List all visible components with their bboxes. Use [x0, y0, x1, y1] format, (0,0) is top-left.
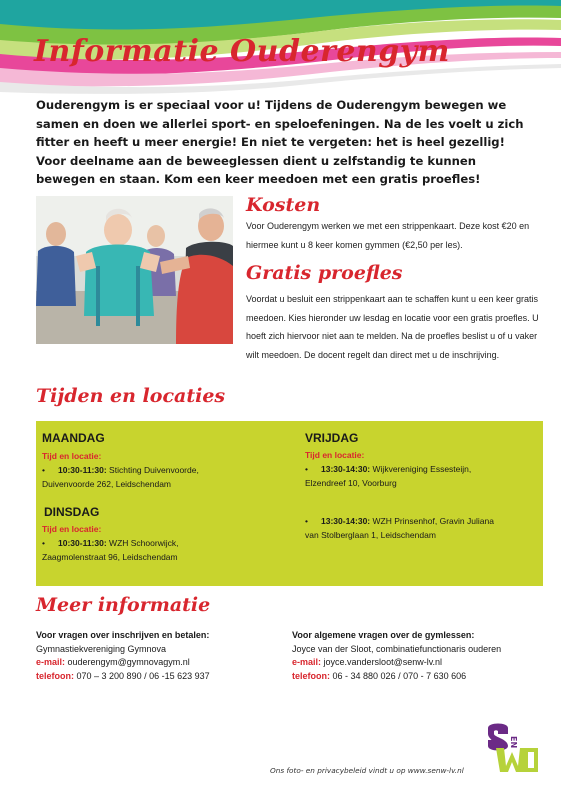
bullet-icon: •: [42, 538, 45, 548]
kosten-text: Voor Ouderengym werken we met een strippenkaart. Deze kost €20 en hiermee kunt u 8 keer komen gymmen (€2,50 per les).: [246, 221, 530, 250]
loc-label: Tijd en locatie:: [42, 524, 102, 534]
tijden-heading: Tijden en locaties: [36, 385, 226, 407]
entry-address: Duivenvoorde 262, Leidschendam: [42, 479, 172, 489]
contact-question: Voor vragen over inschrijven en betalen:: [36, 630, 210, 640]
contact-name: Joyce van der Sloot, combinatiefunctionaris ouderen: [292, 643, 502, 654]
entry-time: 13:30-14:30:: [321, 464, 371, 474]
contact-block-left: [36, 629, 286, 683]
entry-address: van Stolberglaan 1, Leidschendam: [305, 530, 436, 540]
schedule-entry: [42, 463, 292, 491]
schedule-entry: [305, 462, 537, 490]
day-label-vrijdag: VRIJDAG: [305, 431, 359, 445]
footer-privacy-note: Ons foto- en privacybeleid vindt u op www.senw-lv.nl: [270, 766, 464, 775]
schedule-entry: [42, 536, 292, 564]
contact-question: Voor algemene vragen over de gymlessen:: [292, 630, 475, 640]
page-title: Informatie Ouderengym: [34, 34, 450, 69]
phone-number: 070 – 3 200 890 / 06 -15 623 937: [76, 670, 210, 681]
entry-location: Stichting Duivenvoorde,: [109, 465, 199, 475]
entry-address: Elzendreef 10, Voorburg: [305, 478, 397, 488]
proefles-heading: Gratis proefles: [246, 262, 403, 284]
contact-name: Gymnastiekvereniging Gymnova: [36, 643, 167, 654]
schedule-box-left: [36, 421, 297, 586]
loc-label: Tijd en locatie:: [305, 450, 365, 460]
bullet-icon: •: [42, 465, 45, 475]
email-link[interactable]: joyce.vandersloot@senw-lv.nl: [323, 657, 443, 667]
svg-text:EN: EN: [509, 736, 518, 749]
bullet-icon: •: [305, 464, 308, 474]
entry-location: WZH Schoorwijck,: [109, 538, 179, 548]
day-label-dinsdag: DINSDAG: [44, 505, 100, 519]
senw-logo: [484, 722, 546, 772]
seniors-exercise-photo: [36, 196, 233, 344]
proefles-text: Voordat u besluit een strippenkaart aan te schaffen kunt u een keer gratis meedoen. Kies hieronder uw lesdag en locatie voor een gratis proefles. U hoeft zich hiervoor niet aan te melden. Na de proefles beslist u of u vaker wilt meedoen. De docent regelt dan direct met u de inschrijving.: [246, 294, 539, 360]
entry-location: WZH Prinsenhof, Gravin Juliana: [372, 516, 494, 526]
kosten-heading: Kosten: [246, 194, 321, 216]
email-link[interactable]: ouderengym@gymnovagym.nl: [67, 657, 190, 667]
entry-address: Zaagmolenstraat 96, Leidschendam: [42, 552, 178, 562]
schedule-box-right: [289, 421, 543, 586]
phone-label: telefoon:: [292, 670, 330, 681]
phone-number: 06 - 34 880 026 / 070 - 7 630 606: [332, 670, 467, 681]
entry-time: 10:30-11:30:: [58, 538, 107, 548]
contact-block-right: [292, 629, 552, 683]
entry-location: Wijkvereniging Essesteijn,: [372, 464, 472, 474]
loc-label: Tijd en locatie:: [42, 451, 102, 461]
bullet-icon: •: [305, 516, 308, 526]
phone-label: telefoon:: [36, 670, 74, 681]
email-label: e-mail:: [36, 657, 66, 667]
intro-paragraph: Ouderengym is er speciaal voor u! Tijdens de Ouderengym bewegen we samen en doen we allerlei sport- en speloefeningen. Na de les voelt u zich fitter en heeft u meer energie! En niet te vergeten: het is heel gezellig! Voor deelname aan de beweeglessen dient u zelfstandig te kunnen bewegen en staan. Kom een keer meedoen met een gratis proefles!: [36, 98, 524, 187]
schedule-entry: [305, 514, 537, 542]
meer-informatie-heading: Meer informatie: [36, 594, 211, 616]
entry-time: 13:30-14:30:: [321, 516, 371, 526]
email-label: e-mail:: [292, 657, 322, 667]
day-label-maandag: MAANDAG: [42, 431, 105, 445]
entry-time: 10:30-11:30:: [58, 465, 107, 475]
